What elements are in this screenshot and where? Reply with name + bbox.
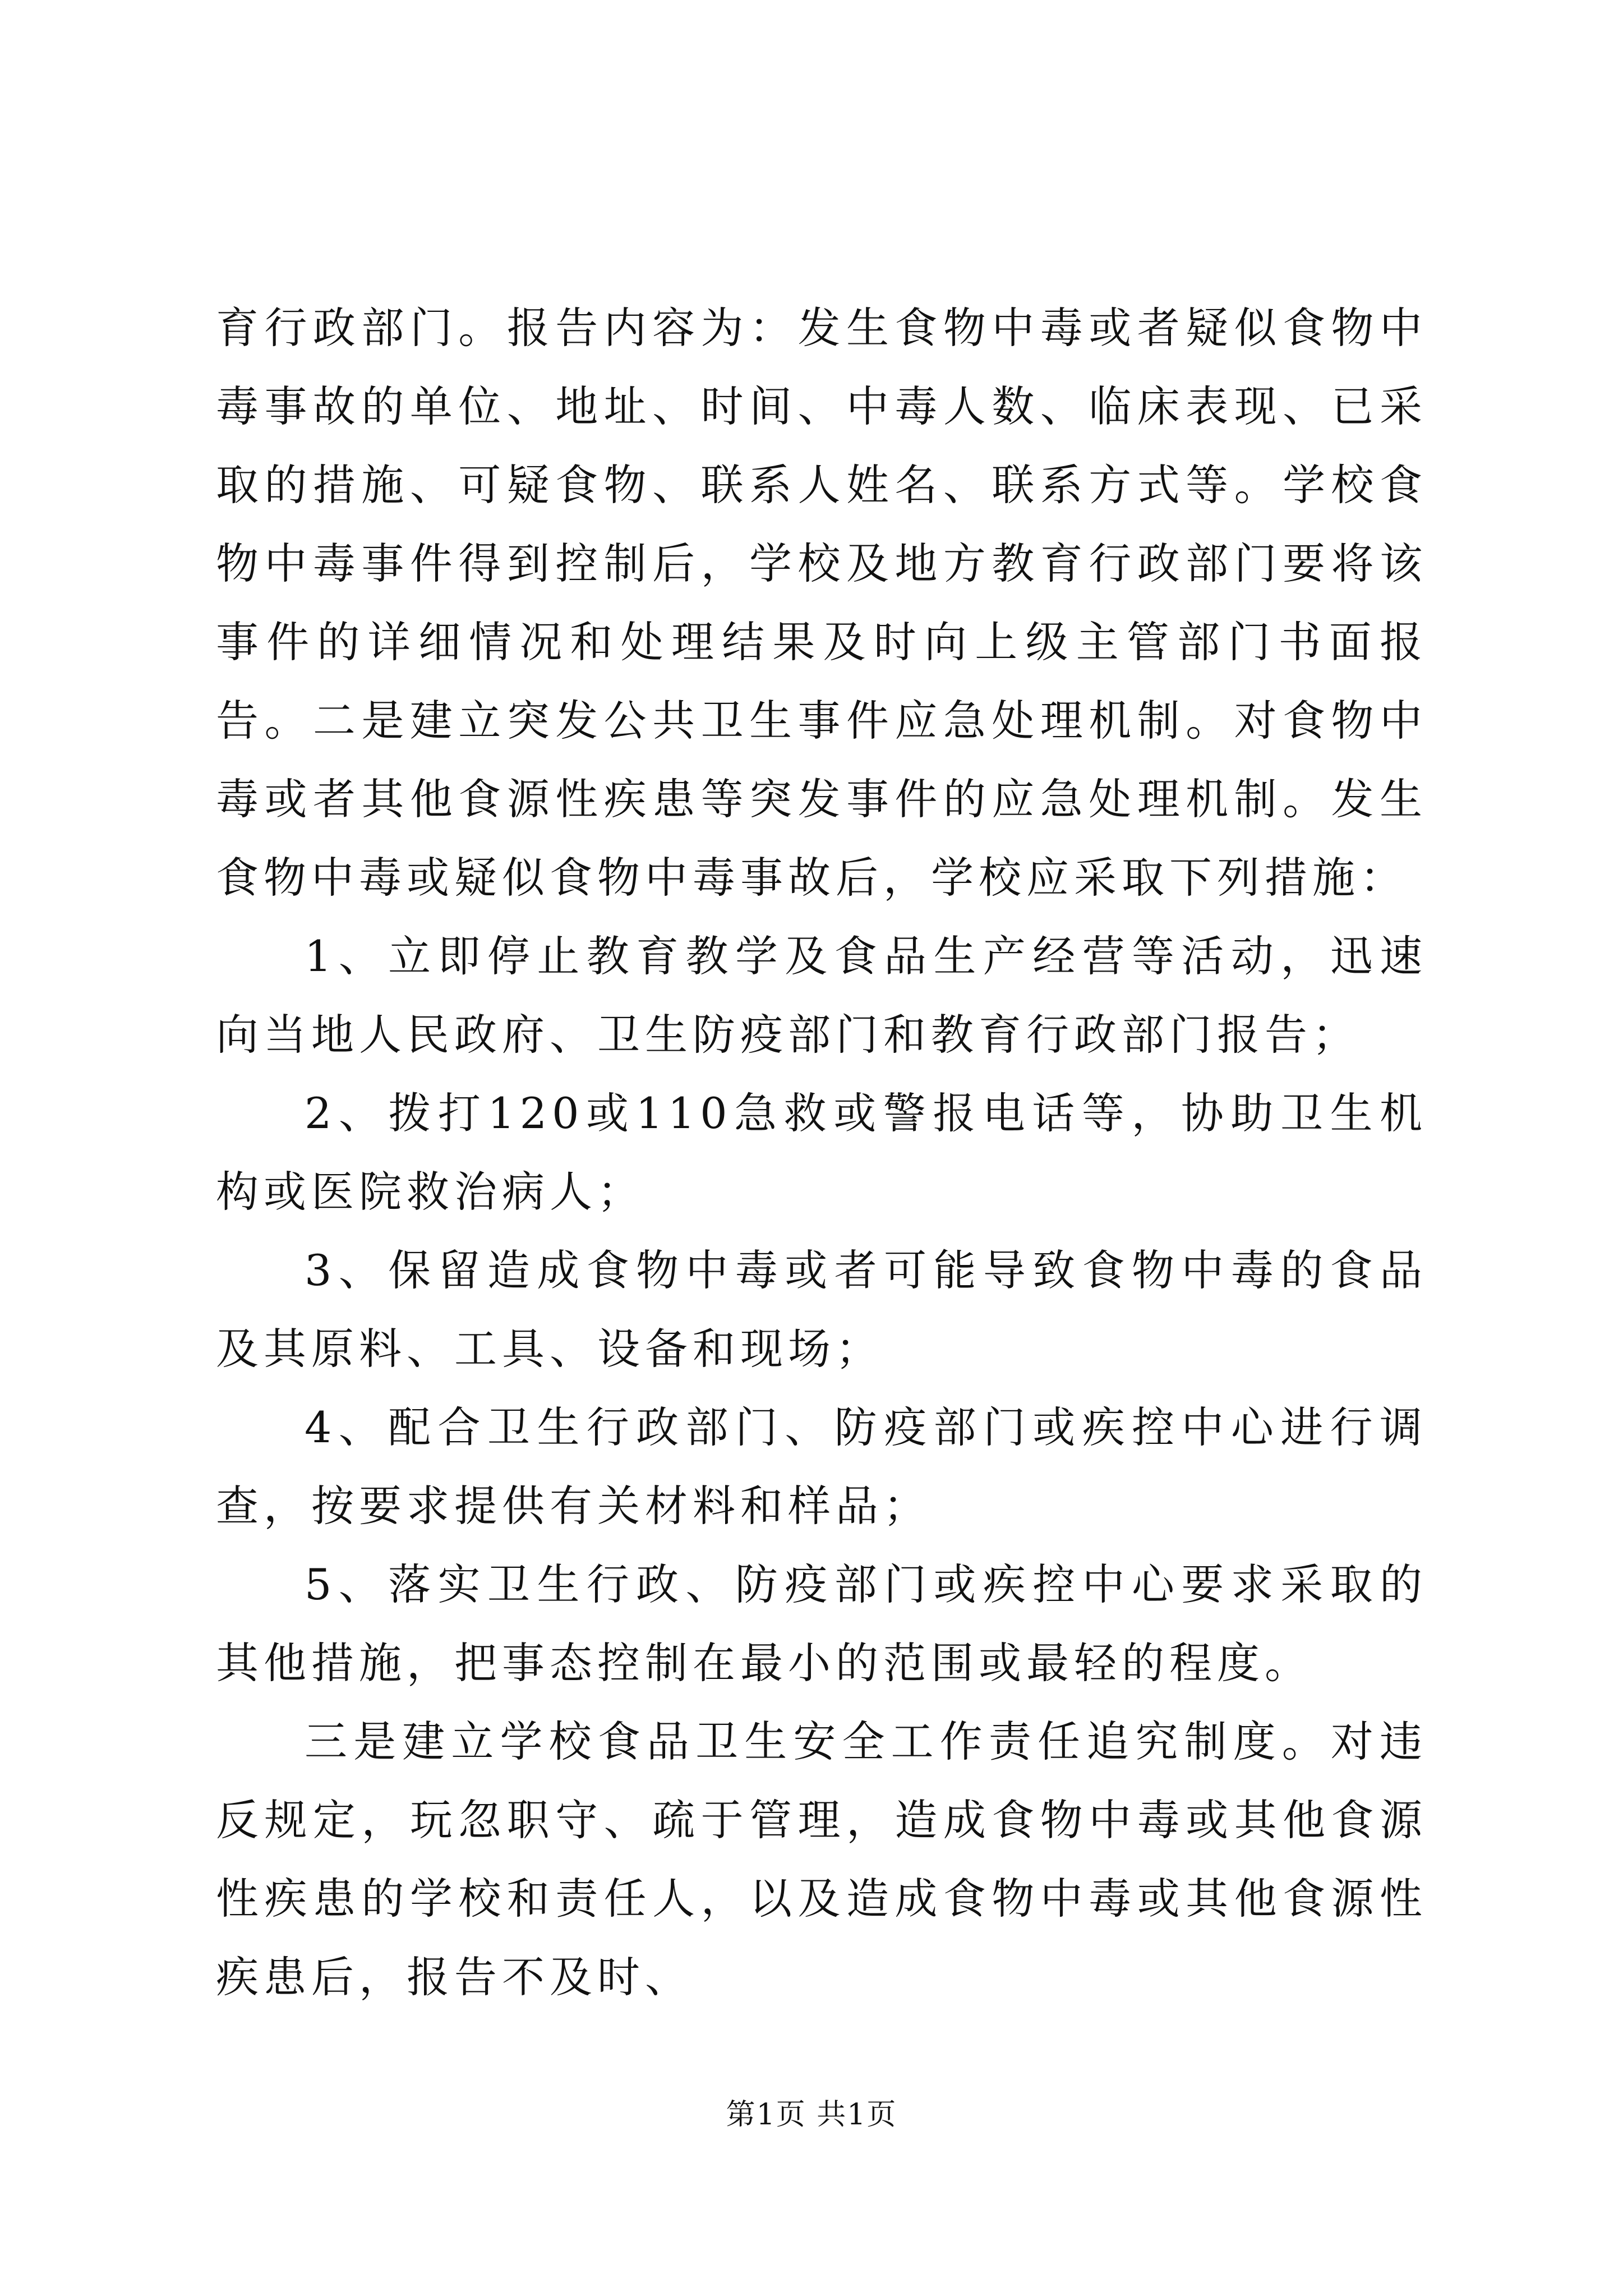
paragraph-measure-1: 1、立即停止教育教学及食品生产经营等活动，迅速向当地人民政府、卫生防疫部门和教育行政部门报告；	[216, 931, 1427, 1060]
paragraph-measure-3: 3、保留造成食物中毒或者可能导致食物中毒的食品及其原料、工具、设备和现场；	[216, 1245, 1427, 1374]
paragraph-continuation: 育行政部门。报告内容为：发生食物中毒或者疑似食物中毒事故的单位、地址、时间、中毒人数、临床表现、已采取的措施、可疑食物、联系人姓名、联系方式等。学校食物中毒事件得到控制后，学校及地方教育行政部门要将该事件的详细情况和处理结果及时向上级主管部门书面报告。二是建立突发公共卫生事件应急处理机制。对食物中毒或者其他食源性疾患等突发事件的应急处理机制。发生食物中毒或疑似食物中毒事故后，学校应采取下列措施：	[216, 303, 1427, 903]
page-footer: 第1页 共1页	[726, 2098, 897, 2132]
document-body	[216, 289, 1427, 2017]
paragraph-responsibility: 三是建立学校食品卫生安全工作责任追究制度。对违反规定，玩忽职守、疏于管理，造成食物中毒或其他食源性疾患的学校和责任人，以及造成食物中毒或其他食源性疾患后，报告不及时、	[216, 1717, 1427, 2002]
paragraph-measure-2: 2、拨打120或110急救或警报电话等，协助卫生机构或医院救治病人；	[216, 1088, 1427, 1217]
paragraph-measure-4: 4、配合卫生行政部门、防疫部门或疾控中心进行调查，按要求提供有关材料和样品；	[216, 1402, 1427, 1531]
paragraph-measure-5: 5、落实卫生行政、防疫部门或疾控中心要求采取的其他措施，把事态控制在最小的范围或最轻的程度。	[216, 1559, 1427, 1688]
